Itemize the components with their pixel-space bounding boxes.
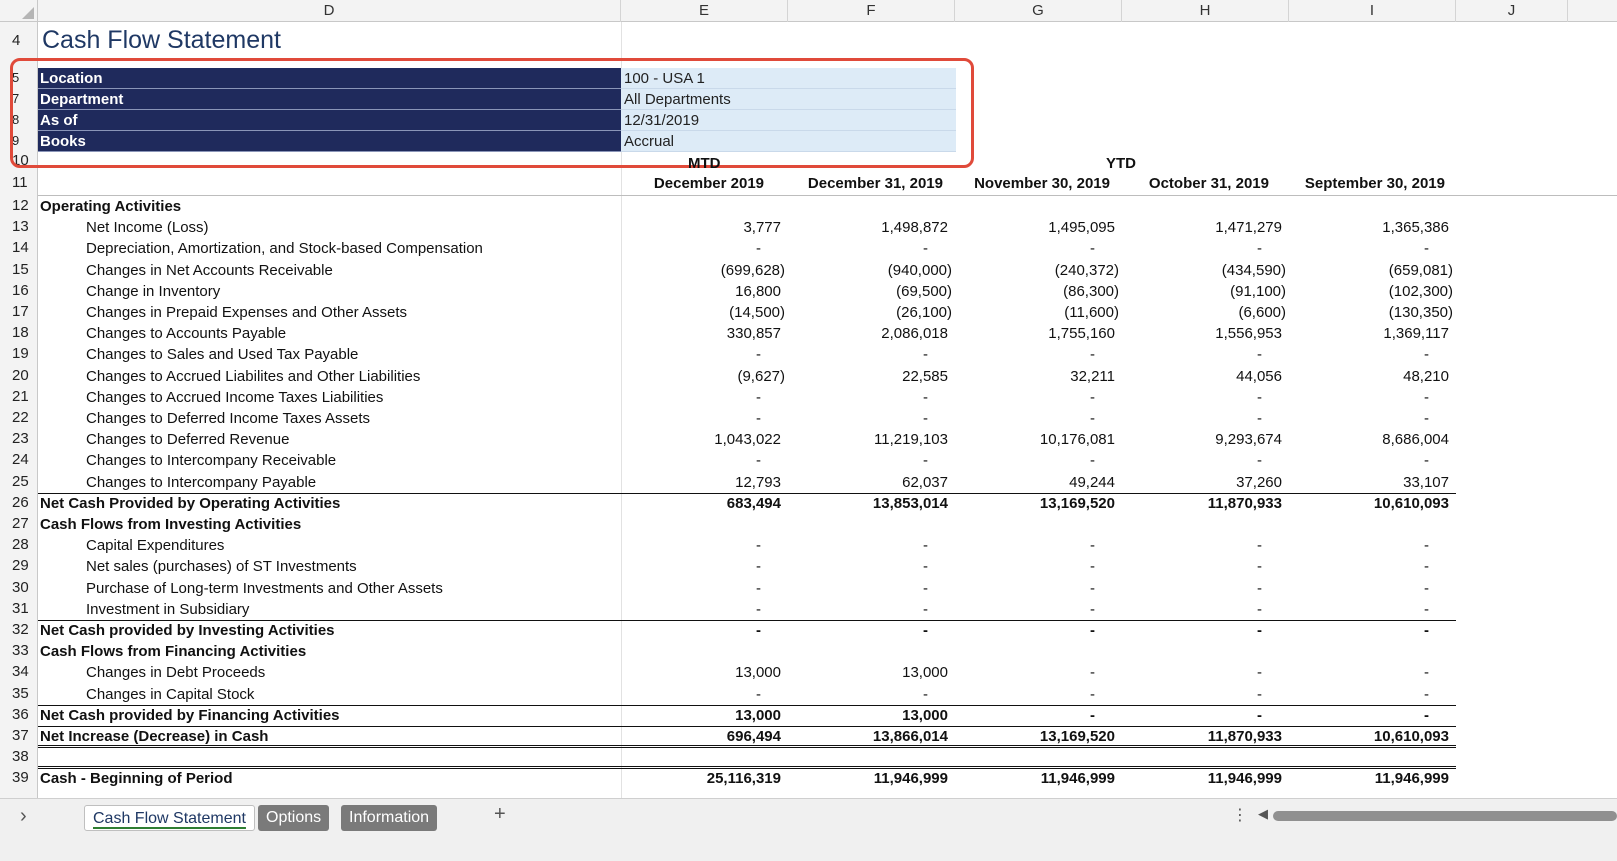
total-top-border: [38, 705, 1456, 706]
value-cell[interactable]: -: [923, 558, 928, 576]
row-header[interactable]: 32: [12, 621, 29, 638]
line-item-label[interactable]: Change in Inventory: [86, 282, 221, 300]
row-header[interactable]: 38: [12, 748, 29, 766]
value-cell[interactable]: -: [1257, 685, 1262, 703]
param-label[interactable]: Books: [38, 131, 621, 152]
value-cell[interactable]: 33,107: [1403, 473, 1449, 491]
section-heading[interactable]: Cash Flows from Investing Activities: [40, 516, 302, 533]
value-cell[interactable]: 22,585: [902, 367, 948, 385]
param-value[interactable]: 12/31/2019: [621, 110, 956, 131]
row-header[interactable]: 12: [12, 197, 29, 214]
value-cell[interactable]: -: [1090, 346, 1095, 364]
value-cell[interactable]: -: [1257, 452, 1262, 470]
value-cell[interactable]: 11,870,933: [1207, 494, 1282, 512]
line-item-label[interactable]: Investment in Subsidiary: [86, 600, 250, 618]
value-cell[interactable]: -: [1090, 664, 1095, 682]
param-value[interactable]: All Departments: [621, 89, 956, 110]
header-underline: [38, 195, 1617, 196]
value-cell[interactable]: (434,590): [1221, 261, 1286, 279]
row-header[interactable]: 30: [12, 578, 29, 596]
value-cell[interactable]: 1,498,872: [881, 219, 948, 237]
row-header[interactable]: 15: [12, 260, 29, 278]
value-cell[interactable]: 1,556,953: [1215, 325, 1282, 343]
value-cell[interactable]: 2,086,018: [881, 325, 948, 343]
value-cell[interactable]: -: [1424, 664, 1429, 682]
value-cell[interactable]: -: [1090, 685, 1095, 703]
row-header[interactable]: 34: [12, 663, 29, 681]
value-cell[interactable]: -: [923, 685, 928, 703]
param-value[interactable]: 100 - USA 1: [621, 68, 956, 89]
report-title: Cash Flow Statement: [42, 26, 281, 54]
more-options-icon[interactable]: ⋮: [1232, 807, 1248, 824]
total-top-border: [38, 493, 1456, 494]
value-cell[interactable]: 683,494: [726, 494, 781, 512]
period-header: October 31, 2019: [1148, 175, 1269, 192]
value-cell[interactable]: -: [1090, 600, 1095, 618]
total-label[interactable]: Net Cash Provided by Operating Activities: [40, 494, 341, 512]
line-item-label[interactable]: Purchase of Long-term Investments and Other Assets: [86, 579, 443, 597]
value-cell[interactable]: 48,210: [1403, 367, 1449, 385]
column-header-h[interactable]: H: [1122, 0, 1289, 22]
row-header[interactable]: 27: [12, 515, 29, 532]
line-item-label[interactable]: Changes to Intercompany Receivable: [86, 452, 337, 470]
value-cell[interactable]: 1,043,022: [714, 431, 781, 449]
scroll-left-icon[interactable]: ◀: [1258, 806, 1268, 821]
value-cell[interactable]: 10,610,093: [1373, 494, 1449, 512]
value-cell[interactable]: -: [1424, 558, 1429, 576]
value-cell[interactable]: -: [1424, 685, 1429, 703]
value-cell[interactable]: 49,244: [1069, 473, 1115, 491]
value-cell[interactable]: 11,946,999: [1040, 770, 1115, 788]
line-item-label[interactable]: Changes in Debt Proceeds: [86, 664, 266, 682]
param-value[interactable]: Accrual: [621, 131, 956, 152]
line-item-label[interactable]: Capital Expenditures: [86, 537, 225, 555]
line-item-label[interactable]: Changes in Net Accounts Receivable: [86, 261, 333, 279]
value-cell[interactable]: -: [756, 346, 761, 364]
value-cell[interactable]: -: [1424, 537, 1429, 555]
value-cell[interactable]: -: [756, 685, 761, 703]
value-cell[interactable]: 1,471,279: [1215, 219, 1282, 237]
value-cell[interactable]: -: [1257, 410, 1262, 427]
value-cell[interactable]: -: [1424, 579, 1429, 597]
value-cell[interactable]: -: [756, 622, 761, 639]
value-cell[interactable]: -: [1424, 622, 1429, 639]
value-cell[interactable]: -: [756, 558, 761, 576]
total-top-border: [38, 620, 1456, 621]
total-label[interactable]: Net Cash provided by Investing Activities: [40, 622, 335, 639]
ytd-header: YTD: [1106, 155, 1136, 172]
value-cell[interactable]: (6,600): [1238, 304, 1286, 321]
value-cell[interactable]: 330,857: [726, 325, 781, 343]
value-cell[interactable]: -: [1090, 706, 1095, 724]
value-cell[interactable]: (659,081): [1388, 261, 1453, 279]
value-cell[interactable]: -: [1424, 388, 1429, 406]
value-cell[interactable]: -: [923, 388, 928, 406]
sheet-tab-bar: [0, 798, 1617, 861]
value-cell[interactable]: (69,500): [896, 282, 952, 300]
value-cell[interactable]: 13,000: [902, 706, 948, 724]
row-header[interactable]: 26: [12, 493, 29, 511]
section-heading[interactable]: Operating Activities: [40, 198, 182, 215]
row-header[interactable]: 21: [12, 387, 29, 405]
value-cell[interactable]: -: [1090, 579, 1095, 597]
value-cell[interactable]: -: [1257, 240, 1262, 258]
value-cell[interactable]: -: [1424, 706, 1429, 724]
value-cell[interactable]: (699,628): [720, 261, 785, 279]
section-heading[interactable]: Cash Flows from Financing Activities: [40, 643, 307, 661]
param-label[interactable]: Department: [38, 89, 621, 110]
value-cell[interactable]: (91,100): [1230, 282, 1286, 300]
row-header[interactable]: 33: [12, 642, 29, 660]
value-cell[interactable]: 1,495,095: [1048, 219, 1115, 237]
tab-information[interactable]: Information: [341, 805, 437, 831]
value-cell[interactable]: (102,300): [1388, 282, 1453, 300]
row-header[interactable]: 5: [12, 70, 20, 85]
value-cell[interactable]: -: [1257, 537, 1262, 555]
line-item-label[interactable]: Changes to Accrued Income Taxes Liabilities: [86, 388, 384, 406]
period-header: December 2019: [653, 175, 764, 192]
period-header: November 30, 2019: [974, 175, 1110, 192]
value-cell[interactable]: -: [756, 452, 761, 470]
line-item-label[interactable]: Changes to Sales and Used Tax Payable: [86, 346, 359, 364]
value-cell[interactable]: 13,853,014: [872, 494, 948, 512]
row-header[interactable]: 20: [12, 366, 29, 384]
row-header[interactable]: 19: [12, 345, 29, 363]
line-item-label[interactable]: Changes in Capital Stock: [86, 685, 255, 703]
value-cell[interactable]: -: [756, 240, 761, 258]
total-top-border: [38, 726, 1456, 727]
value-cell[interactable]: 8,686,004: [1382, 431, 1449, 449]
value-cell[interactable]: -: [1424, 410, 1429, 427]
column-header-i[interactable]: I: [1289, 0, 1456, 22]
value-cell[interactable]: 11,870,933: [1207, 728, 1282, 745]
value-cell[interactable]: -: [1090, 622, 1095, 639]
double-border: [38, 766, 1456, 769]
value-cell[interactable]: -: [1257, 664, 1262, 682]
value-cell[interactable]: -: [756, 579, 761, 597]
value-cell[interactable]: 16,800: [735, 282, 781, 300]
value-cell[interactable]: -: [923, 537, 928, 555]
value-cell[interactable]: (9,627): [737, 367, 785, 385]
value-cell[interactable]: (86,300): [1063, 282, 1119, 300]
chevron-right-icon[interactable]: ›: [20, 805, 27, 827]
row-header[interactable]: 9: [12, 133, 20, 148]
value-cell[interactable]: 9,293,674: [1215, 431, 1282, 449]
row-header[interactable]: 10: [12, 152, 29, 169]
value-cell[interactable]: 25,116,319: [706, 770, 781, 788]
row-header[interactable]: 31: [12, 599, 29, 617]
value-cell[interactable]: -: [923, 346, 928, 364]
row-header[interactable]: 4: [12, 32, 21, 49]
value-cell[interactable]: -: [1090, 410, 1095, 427]
row-header[interactable]: 13: [12, 218, 29, 236]
highlight-annotation-box: [10, 58, 974, 168]
row-header[interactable]: 25: [12, 472, 29, 490]
horizontal-scrollbar[interactable]: [1273, 811, 1617, 821]
value-cell[interactable]: -: [756, 388, 761, 406]
value-cell[interactable]: 11,946,999: [873, 770, 948, 788]
line-item-label[interactable]: Depreciation, Amortization, and Stock-based Compensation: [86, 240, 483, 258]
total-label[interactable]: Net Increase (Decrease) in Cash: [40, 728, 269, 745]
value-cell[interactable]: 11,219,103: [874, 431, 948, 449]
value-cell[interactable]: 62,037: [902, 473, 948, 491]
line-item-label[interactable]: Changes to Deferred Income Taxes Assets: [86, 410, 371, 427]
value-cell[interactable]: 13,000: [735, 706, 781, 724]
value-cell[interactable]: 1,755,160: [1048, 325, 1115, 343]
column-header-j[interactable]: J: [1456, 0, 1568, 22]
line-item-label[interactable]: Changes to Deferred Revenue: [86, 431, 290, 449]
param-label[interactable]: Location: [38, 68, 621, 89]
value-cell[interactable]: -: [1090, 388, 1095, 406]
period-header: December 31, 2019: [807, 175, 943, 192]
value-cell[interactable]: -: [1257, 600, 1262, 618]
value-cell[interactable]: -: [923, 240, 928, 258]
column-header-f[interactable]: F: [788, 0, 955, 22]
value-cell[interactable]: -: [756, 600, 761, 618]
value-cell[interactable]: 10,610,093: [1373, 728, 1449, 745]
value-cell[interactable]: 696,494: [726, 728, 781, 745]
value-cell[interactable]: 1,369,117: [1383, 325, 1449, 343]
tab-options[interactable]: Options: [258, 805, 329, 831]
row-header[interactable]: 36: [12, 705, 29, 723]
value-cell[interactable]: 12,793: [735, 473, 781, 491]
value-cell[interactable]: (940,000): [887, 261, 952, 279]
tab-cash-flow-statement[interactable]: Cash Flow Statement: [84, 805, 255, 831]
value-cell[interactable]: -: [1424, 240, 1429, 258]
row-header[interactable]: 17: [12, 303, 29, 320]
total-label[interactable]: Net Cash provided by Financing Activities: [40, 706, 340, 724]
row-header[interactable]: 7: [12, 91, 20, 106]
value-cell[interactable]: 1,365,386: [1382, 219, 1449, 237]
value-cell[interactable]: -: [1424, 452, 1429, 470]
value-cell[interactable]: 32,211: [1070, 367, 1115, 385]
value-cell[interactable]: -: [756, 537, 761, 555]
double-border: [38, 745, 1456, 748]
value-cell[interactable]: -: [1257, 346, 1262, 364]
column-header-bar: [0, 0, 1617, 22]
value-cell[interactable]: (240,372): [1054, 261, 1119, 279]
row-header[interactable]: 8: [12, 112, 20, 127]
value-cell[interactable]: -: [1257, 579, 1262, 597]
value-cell[interactable]: 13,000: [902, 664, 948, 682]
row-header[interactable]: 35: [12, 684, 29, 702]
row-header[interactable]: 39: [12, 769, 29, 787]
value-cell[interactable]: -: [756, 410, 761, 427]
mtd-header: MTD: [688, 155, 721, 172]
value-cell[interactable]: 13,866,014: [872, 728, 948, 745]
period-header: September 30, 2019: [1304, 175, 1445, 192]
value-cell[interactable]: -: [923, 452, 928, 470]
value-cell[interactable]: -: [1257, 622, 1262, 639]
value-cell[interactable]: 13,169,520: [1039, 728, 1115, 745]
total-label[interactable]: Cash - Beginning of Period: [40, 770, 233, 788]
row-header[interactable]: 18: [12, 324, 29, 342]
line-item-label[interactable]: Changes to Intercompany Payable: [86, 473, 317, 491]
value-cell[interactable]: -: [923, 410, 928, 427]
row-header[interactable]: 29: [12, 557, 29, 575]
value-cell[interactable]: -: [1090, 240, 1095, 258]
value-cell[interactable]: -: [923, 579, 928, 597]
column-header-g[interactable]: G: [955, 0, 1122, 22]
line-item-label[interactable]: Net Income (Loss): [86, 219, 209, 237]
line-item-label[interactable]: Changes in Prepaid Expenses and Other Assets: [86, 304, 408, 321]
value-cell[interactable]: -: [1257, 388, 1262, 406]
value-cell[interactable]: 13,000: [735, 664, 781, 682]
select-all-corner[interactable]: [0, 0, 38, 22]
value-cell[interactable]: (26,100): [896, 304, 952, 321]
param-label[interactable]: As of: [38, 110, 621, 131]
line-item-label[interactable]: Net sales (purchases) of ST Investments: [86, 558, 357, 576]
value-cell[interactable]: -: [1424, 346, 1429, 364]
row-header[interactable]: 24: [12, 451, 29, 469]
row-header[interactable]: 23: [12, 430, 29, 448]
value-cell[interactable]: -: [923, 600, 928, 618]
value-cell[interactable]: -: [1090, 558, 1095, 576]
value-cell[interactable]: 13,169,520: [1039, 494, 1115, 512]
value-cell[interactable]: 3,777: [743, 219, 781, 237]
value-cell[interactable]: -: [1257, 706, 1262, 724]
value-cell[interactable]: (130,350): [1388, 304, 1453, 321]
row-header[interactable]: 14: [12, 239, 29, 257]
column-header-e[interactable]: E: [621, 0, 788, 22]
row-header[interactable]: 16: [12, 281, 29, 299]
row-header[interactable]: 28: [12, 536, 29, 554]
value-cell[interactable]: 44,056: [1236, 367, 1282, 385]
row-header[interactable]: 22: [12, 409, 29, 426]
value-cell[interactable]: 11,946,999: [1374, 770, 1449, 788]
value-cell[interactable]: -: [923, 622, 928, 639]
value-cell[interactable]: -: [1424, 600, 1429, 618]
value-cell[interactable]: -: [1090, 537, 1095, 555]
value-cell[interactable]: 11,946,999: [1207, 770, 1282, 788]
row-header[interactable]: 37: [12, 727, 29, 744]
value-cell[interactable]: 10,176,081: [1039, 431, 1115, 449]
value-cell[interactable]: -: [1257, 558, 1262, 576]
value-cell[interactable]: -: [1090, 452, 1095, 470]
line-item-label[interactable]: Changes to Accounts Payable: [86, 325, 287, 343]
value-cell[interactable]: 37,260: [1236, 473, 1282, 491]
add-sheet-icon[interactable]: +: [494, 803, 506, 825]
value-cell[interactable]: (14,500): [729, 304, 785, 321]
column-header-d[interactable]: D: [38, 0, 621, 22]
line-item-label[interactable]: Changes to Accrued Liabilites and Other Liabilities: [86, 367, 421, 385]
value-cell[interactable]: (11,600): [1064, 304, 1119, 321]
row-header[interactable]: 11: [12, 174, 28, 191]
